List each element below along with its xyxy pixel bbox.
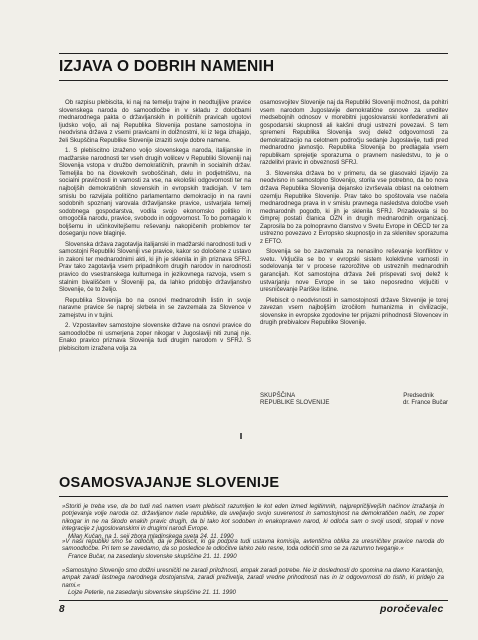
- article1-left-paragraph: 2. Vzpostavitev samostojne slovenske države na osnovi pravice do samoodločbe ni usmerjena zoper nikogar v Jugoslaviji niti zunaj nje. Enako pravico priznava Slovenija tudi drugim narodom v SFRJ. S plebiscitom izražena volja za: [59, 322, 251, 352]
- quote-1-source: Milan Kučan, na 1. seji zbora mladinskega sveta 24. 11. 1990: [68, 532, 234, 540]
- article1-left-paragraph: Republika Slovenija bo na osnovi mednarodnih listin in svoje naravne pravice še naprej skrbela in se zavzemala za Slovence v zamejstvu in v tujini.: [59, 296, 251, 319]
- quote-2: [62, 538, 444, 560]
- article1-right-paragraph: Plebiscit o neodvisnosti in samostojnosti države Slovenije je torej zavezan vsem najboljšim izročilom humanizma in civilizacije, slovenske in evropske zgodovine ter prijazni prihodnosti Slovencev in drugih prebivalcev Republike Slovenije.: [260, 296, 448, 327]
- quote-3: [62, 567, 444, 597]
- signature-person: [379, 392, 448, 407]
- page-number: 8: [59, 604, 65, 615]
- top-rule: [59, 53, 448, 54]
- publication-name: poročevalec: [380, 603, 444, 615]
- quote-3-text: »Samostojno Slovenijo smo dolžni uresničiti ne zaradi priložnosti, ampak zaradi potrebe. Ne iz doslednosti do spomina na davno Karantanijo, ampak zaradi lastnega narodnega dostojanstva, zaradi preživetja, zaradi vredne prihodnosti nas in iz odgovornosti do tistih, ki pridejo za nami.«: [62, 567, 444, 589]
- article1-title-rule: [59, 80, 448, 81]
- signature-org-line1: SKUPŠČINA: [260, 392, 296, 399]
- article1-left-paragraph: Ob razpisu plebiscita, ki naj na temelju trajne in neodtujljive pravice slovenskega naroda do samoodločbe in v skladu z določbami mednarodnega pakta o državljanskih in političnih pravicah ugotovi ljudsko voljo, ali naj Republika Slovenija postane samostojna in neodvisna država z vsemi pravicami in dolžnostmi, ki iz tega izhajajo, želi Skupščina Republike Slovenije izraziti svoje dobre namene.: [59, 99, 251, 144]
- article2-title: OSAMOSVAJANJE SLOVENIJE: [59, 475, 280, 491]
- footer-rule: [59, 600, 448, 601]
- quote-1: [62, 503, 444, 540]
- separator-mark: [240, 433, 242, 439]
- signature-role: Predsednik: [403, 392, 434, 399]
- article1-title: IZJAVA O DOBRIH NAMENIH: [59, 58, 275, 75]
- quote-3-source: Lojze Peterle, na zasedanju slovenske skupščine 21. 11. 1990: [68, 589, 236, 597]
- article1-left-paragraph: 1. S plebiscitno izraženo voljo slovenskega naroda, italijanske in madžarske narodnosti ter vseh drugih volilcev v Republiki Sloveniji naj Slovenija vstopa v družbo demokratičnih, pravnih in socialnih držav. Temeljila bo na človekovih svoboščinah, delu in podjetništvu, na socialni pravičnosti in varnosti za vse, na ekološki odgovornosti ter na najboljših demokratičnih slovenskih in evropskih tradicijah. V tem smislu bo razvijala politično parlamentarno demokracijo in na ravni sodobnih spoznanj varovala državljanske pravice, ustvarjala temelj sodobnega gospodarstva, vodila svojo ekonomsko politiko in omogočila narodu, pravice, svobodo in odgovornost. To bo pomagalo k boljšemu in učinkovitejšemu reševanju nakopičenih problemov ter doseganju nove blaginje.: [59, 147, 251, 238]
- quote-2-text: »V naši republiki smo se odločili, da je plebiscit, ki ga podpira tudi ustavna komisija, avtentična oblika za uresničitev pravice naroda do samoodločbe. Pri tem se zavedamo, da so posledice te odločitve lahko zelo resne, toda odločiti smo se za razumno tveganje.«: [62, 538, 444, 553]
- signature-name: dr. France Bučar: [402, 399, 448, 407]
- article2-title-rule: [59, 496, 448, 497]
- article1-left-paragraph: Slovenska država zagotavlja italijanski in madžarski narodnosti tudi v samostojni Republiki Sloveniji vse pravice, kakor so določene z ustavo in zakoni ter mednarodnimi akti, ki jih je sklenila in jih priznava SFRJ. Prav tako zagotavlja vsem pripadnikom drugih narodov in narodnosti pravico do vsestranskega kulturnega in jezikovnega razvoja, vsem s stalnim bivališčem v Sloveniji pa, da lahko pridobijo državljanstvo Slovenije, če to želijo.: [59, 240, 251, 294]
- signature-org-line2: REPUBLIKE SLOVENIJE: [260, 399, 330, 407]
- article1-right-paragraph: osamosvojitev Slovenije naj da Republiki Sloveniji možnost, da pohitri vsem narodom Jugoslavije demokratične osnove za ureditev medsebojnih odnosov v morebitni jugoslovanski konfederativni ali gospodarski skupnosti ali kakšni drugi ustrezni povezavi. S tem spremeni Republika Slovenija svoj delež odgovornosti za demokratizacijo na celotnem področju sedanje Jugoslavije, tudi pred mednarodno javnostjo. Republika Slovenija bo predlagala vsem republikam sprejetje sporazuma o pravnem nasledstvu, to je o razdelitvi pravic in obveznosti SFRJ.: [260, 99, 448, 167]
- quote-1-text: »Storiti je treba vse, da bo tudi naš namen vsem plebiscit razumljen le kot eden izmed legitimnih, najprepričljivejših načinov izražanja in potrjevanja volje naroda oz. državljanov naše republike, da uveljavijo svojo suverenost in samostojnost na demokratičen način, ne zoper nikogar in ne na škodo enakih pravic drugih, da bi tako kot sodoben in enakopraven narod, ki odloča sam o svoji usodi, stopali v nove integracije z jugoslovanskimi in drugimi narodi Evrope.: [62, 503, 444, 533]
- article1-right-paragraph: 3. Slovenska država bo v primeru, da se glasovalci izjavijo za neodvisno in samostojno Slovenijo, storila vse potrebno, da bo nova država Republika Slovenija dejansko izvrševala oblast na celotnem ozemlju Republike Slovenije. Prav tako bo spoštovala vse načela mednarodnega prava in v smislu pravnega nasledstva določbe vseh mednarodnih pogodb, ki jih je sklenila SFRJ. Prizadevala si bo čimprej postati članica OZN in drugih mednarodnih organizacij. Zaprosila bo za polnopravno članstvo v Svetu Evrope in OECD ter za ustrezno povezavo z Evropsko skupnostjo in za sklenitev sporazuma z EFTO.: [260, 169, 448, 245]
- signature-organization: [260, 392, 329, 407]
- article1-right-paragraph: Slovenija se bo zavzemala za nenasilno reševanje konfliktov v svetu. Vključila se bo v evropski sistem kolektivne varnosti in sodelovanja ter v procese razorožitve ob ustreznih mednarodnih garancijah. Kot samostojna država želi prispevati svoj delež k ustvarjanju nove Evrope in se tako neposredno vključiti v uresničevanje Pariške listine.: [260, 248, 448, 294]
- quote-2-source: France Bučar, na zasedanju slovenske skupščine 21. 11. 1990: [68, 552, 237, 560]
- article1-right-column: [260, 99, 448, 327]
- article1-left-column: [59, 99, 251, 353]
